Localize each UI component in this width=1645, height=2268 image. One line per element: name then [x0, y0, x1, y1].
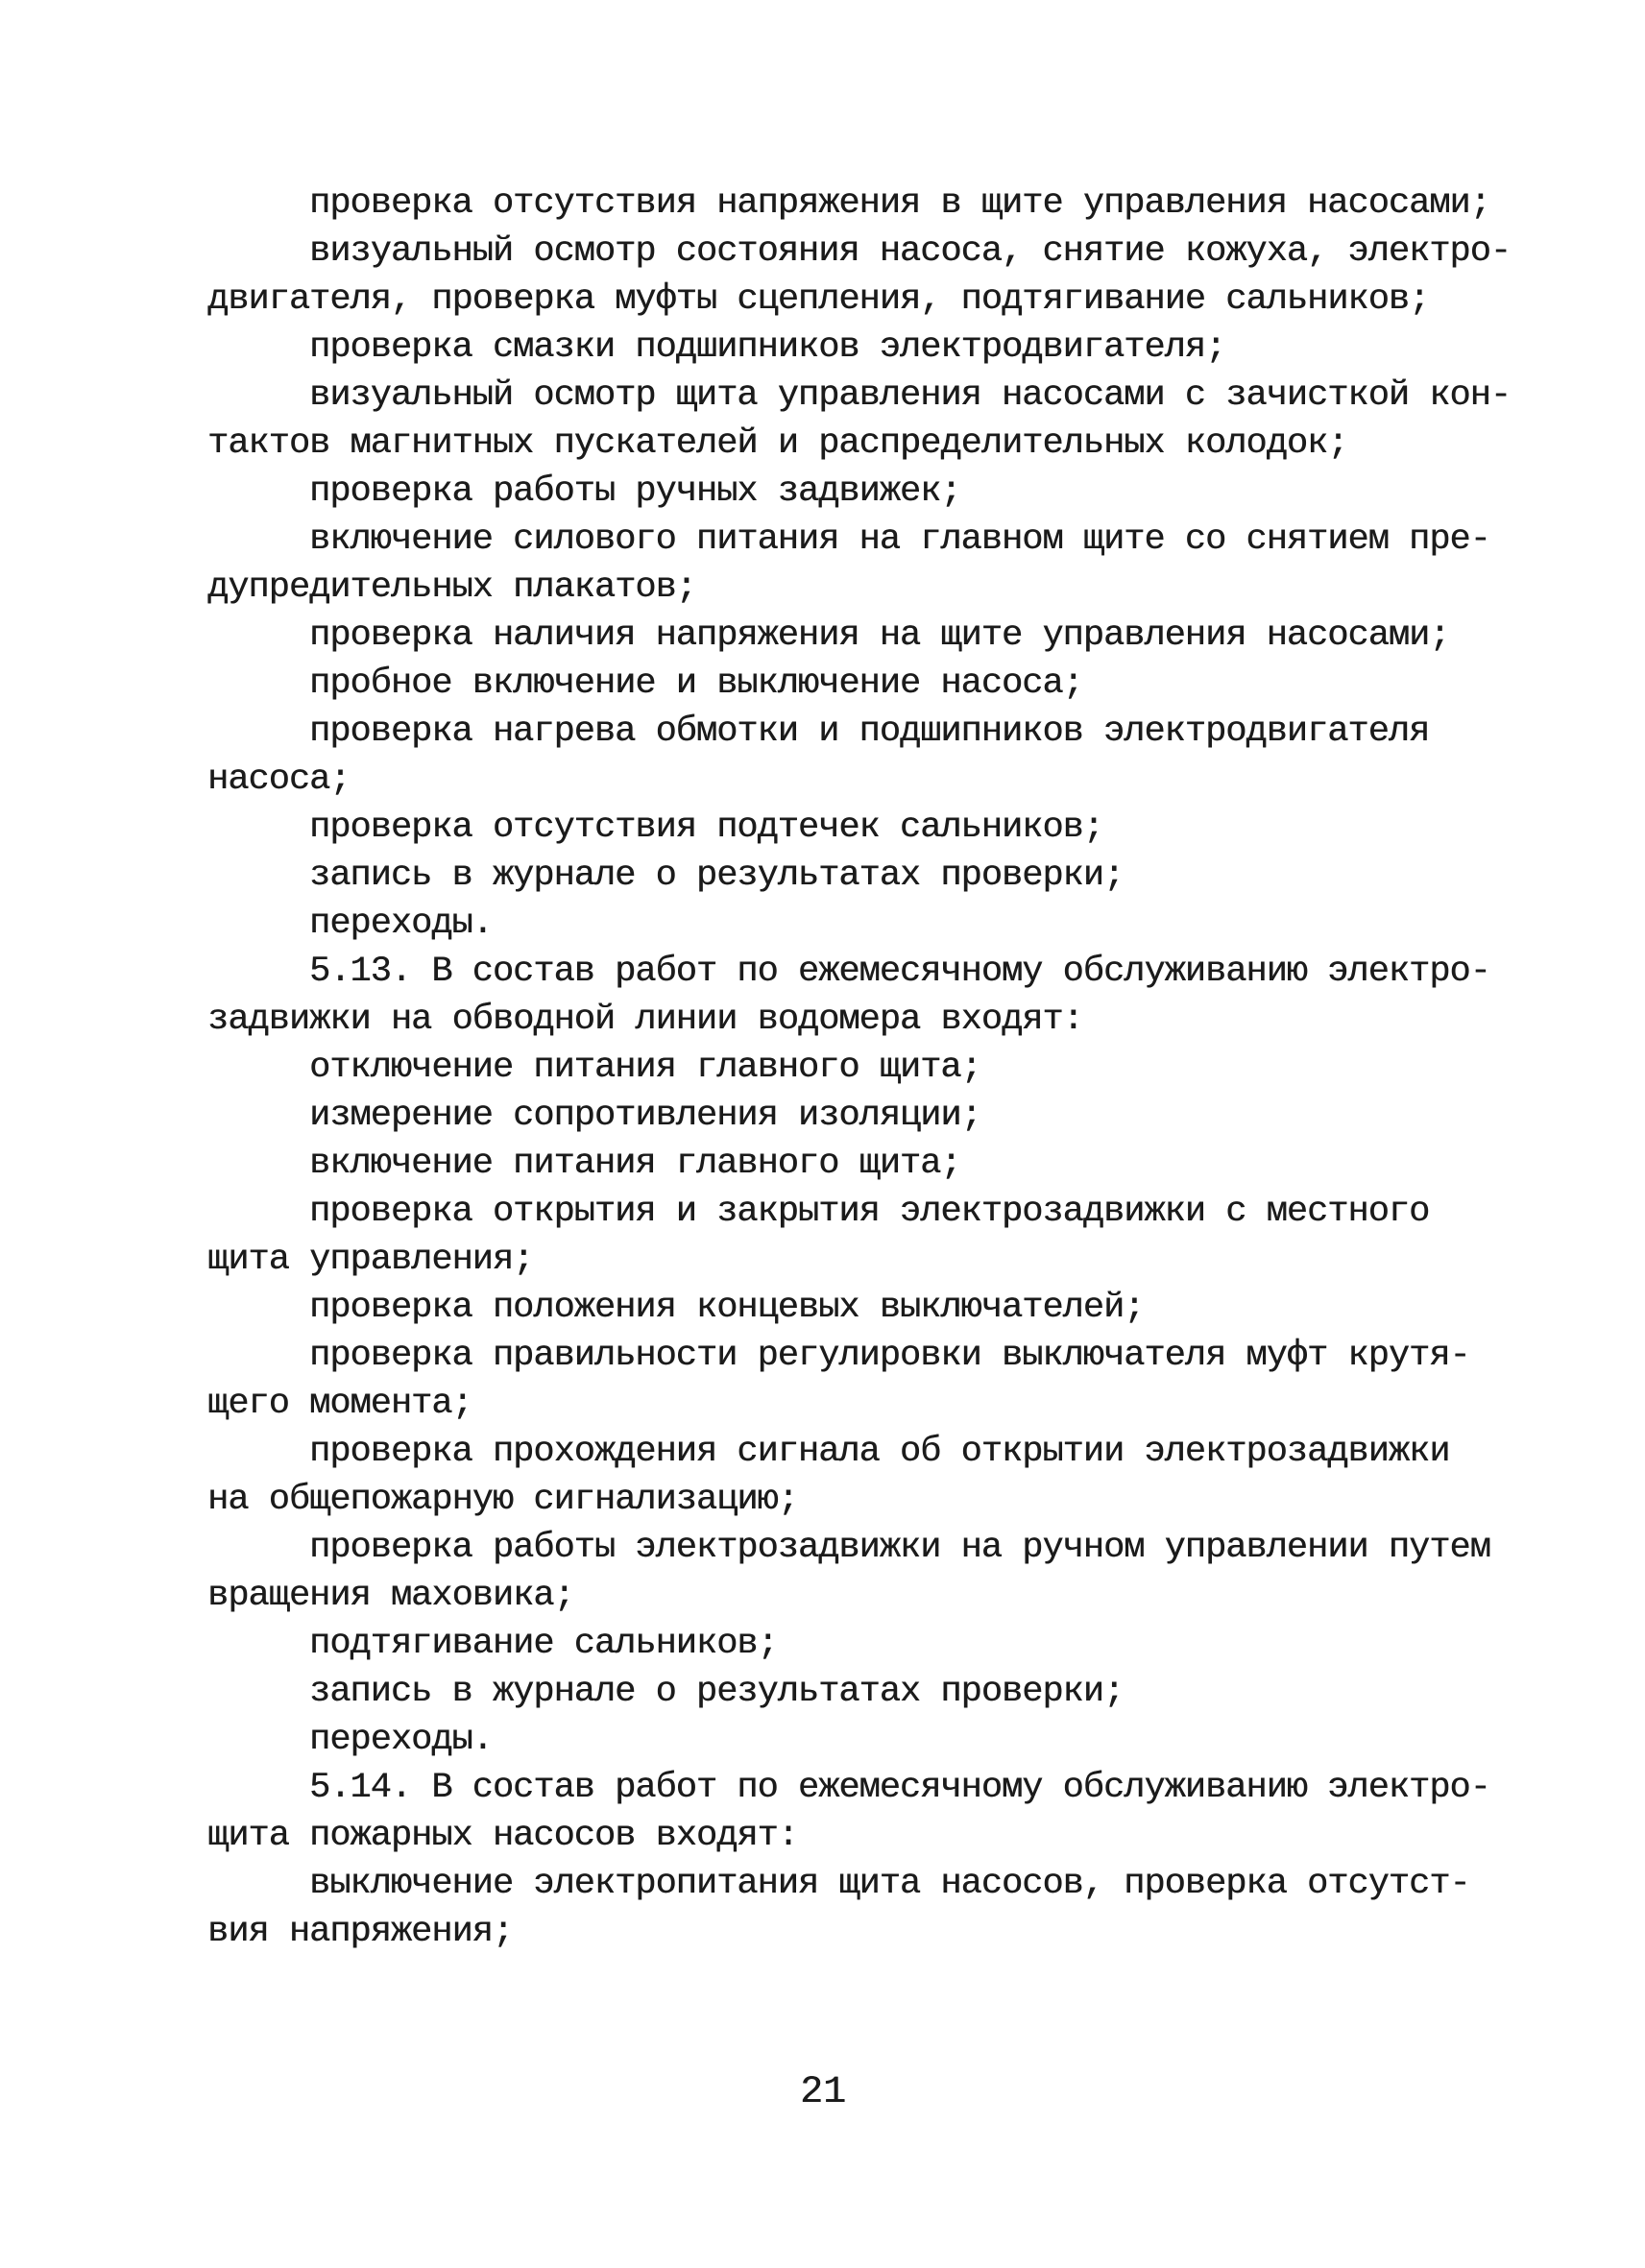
- text-line: проверка отсутствия подтечек сальников;: [309, 808, 1103, 848]
- text-line: насоса;: [207, 760, 351, 800]
- section-heading-line: 5.13. В состав работ по ежемесячному обслуживанию электро-: [309, 952, 1490, 992]
- text-line: визуальный осмотр состояния насоса, снятие кожуха, электро-: [309, 231, 1512, 272]
- text-line: задвижки на обводной линии водомера входят:: [207, 1000, 1083, 1040]
- text-line: дупредительных плакатов;: [207, 567, 696, 608]
- text-line: вращения маховика;: [207, 1576, 574, 1616]
- text-line: проверка правильности регулировки выключателя муфт крутя-: [309, 1336, 1470, 1376]
- text-line: включение силового питания на главном щите со снятием пре-: [309, 519, 1490, 560]
- text-line: двигателя, проверка муфты сцепления, подтягивание сальников;: [207, 279, 1430, 320]
- text-line: подтягивание сальников;: [309, 1624, 778, 1664]
- section-heading-line: 5.14. В состав работ по ежемесячному обслуживанию электро-: [309, 1768, 1490, 1808]
- text-line: на общепожарную сигнализацию;: [207, 1480, 798, 1520]
- text-line: запись в журнале о результатах проверки;: [309, 856, 1125, 896]
- text-line: измерение сопротивления изоляции;: [309, 1096, 981, 1136]
- text-line: проверка смазки подшипников электродвигателя;: [309, 327, 1226, 368]
- text-line: проверка работы электрозадвижки на ручном управлении путем: [309, 1528, 1490, 1568]
- text-line: пробное включение и выключение насоса;: [309, 664, 1083, 704]
- text-line: проверка наличия напряжения на щите управления насосами;: [309, 615, 1450, 656]
- text-line: проверка открытия и закрытия электрозадвижки с местного: [309, 1192, 1430, 1232]
- text-line: проверка работы ручных задвижек;: [309, 471, 961, 512]
- text-line: переходы.: [309, 904, 493, 944]
- text-line: включение питания главного щита;: [309, 1144, 961, 1184]
- text-line: тактов магнитных пускателей и распределительных колодок;: [207, 423, 1348, 464]
- text-line: вия напряжения;: [207, 1912, 514, 1952]
- text-line: переходы.: [309, 1720, 493, 1760]
- text-line: выключение электропитания щита насосов, проверка отсутст-: [309, 1864, 1470, 1904]
- page-number: 21: [800, 2071, 847, 2114]
- text-line: проверка положения концевых выключателей;: [309, 1288, 1145, 1328]
- text-line: щита управления;: [207, 1240, 534, 1280]
- text-line: щита пожарных насосов входят:: [207, 1816, 798, 1856]
- text-line: щего момента;: [207, 1384, 472, 1424]
- text-line: проверка прохождения сигнала об открытии электрозадвижки: [309, 1432, 1450, 1472]
- text-line: проверка отсутствия напряжения в щите управления насосами;: [309, 183, 1490, 224]
- text-line: запись в журнале о результатах проверки;: [309, 1672, 1125, 1712]
- text-line: отключение питания главного щита;: [309, 1048, 981, 1088]
- text-line: проверка нагрева обмотки и подшипников электродвигателя: [309, 712, 1430, 752]
- text-line: визуальный осмотр щита управления насосами с зачисткой кон-: [309, 375, 1512, 416]
